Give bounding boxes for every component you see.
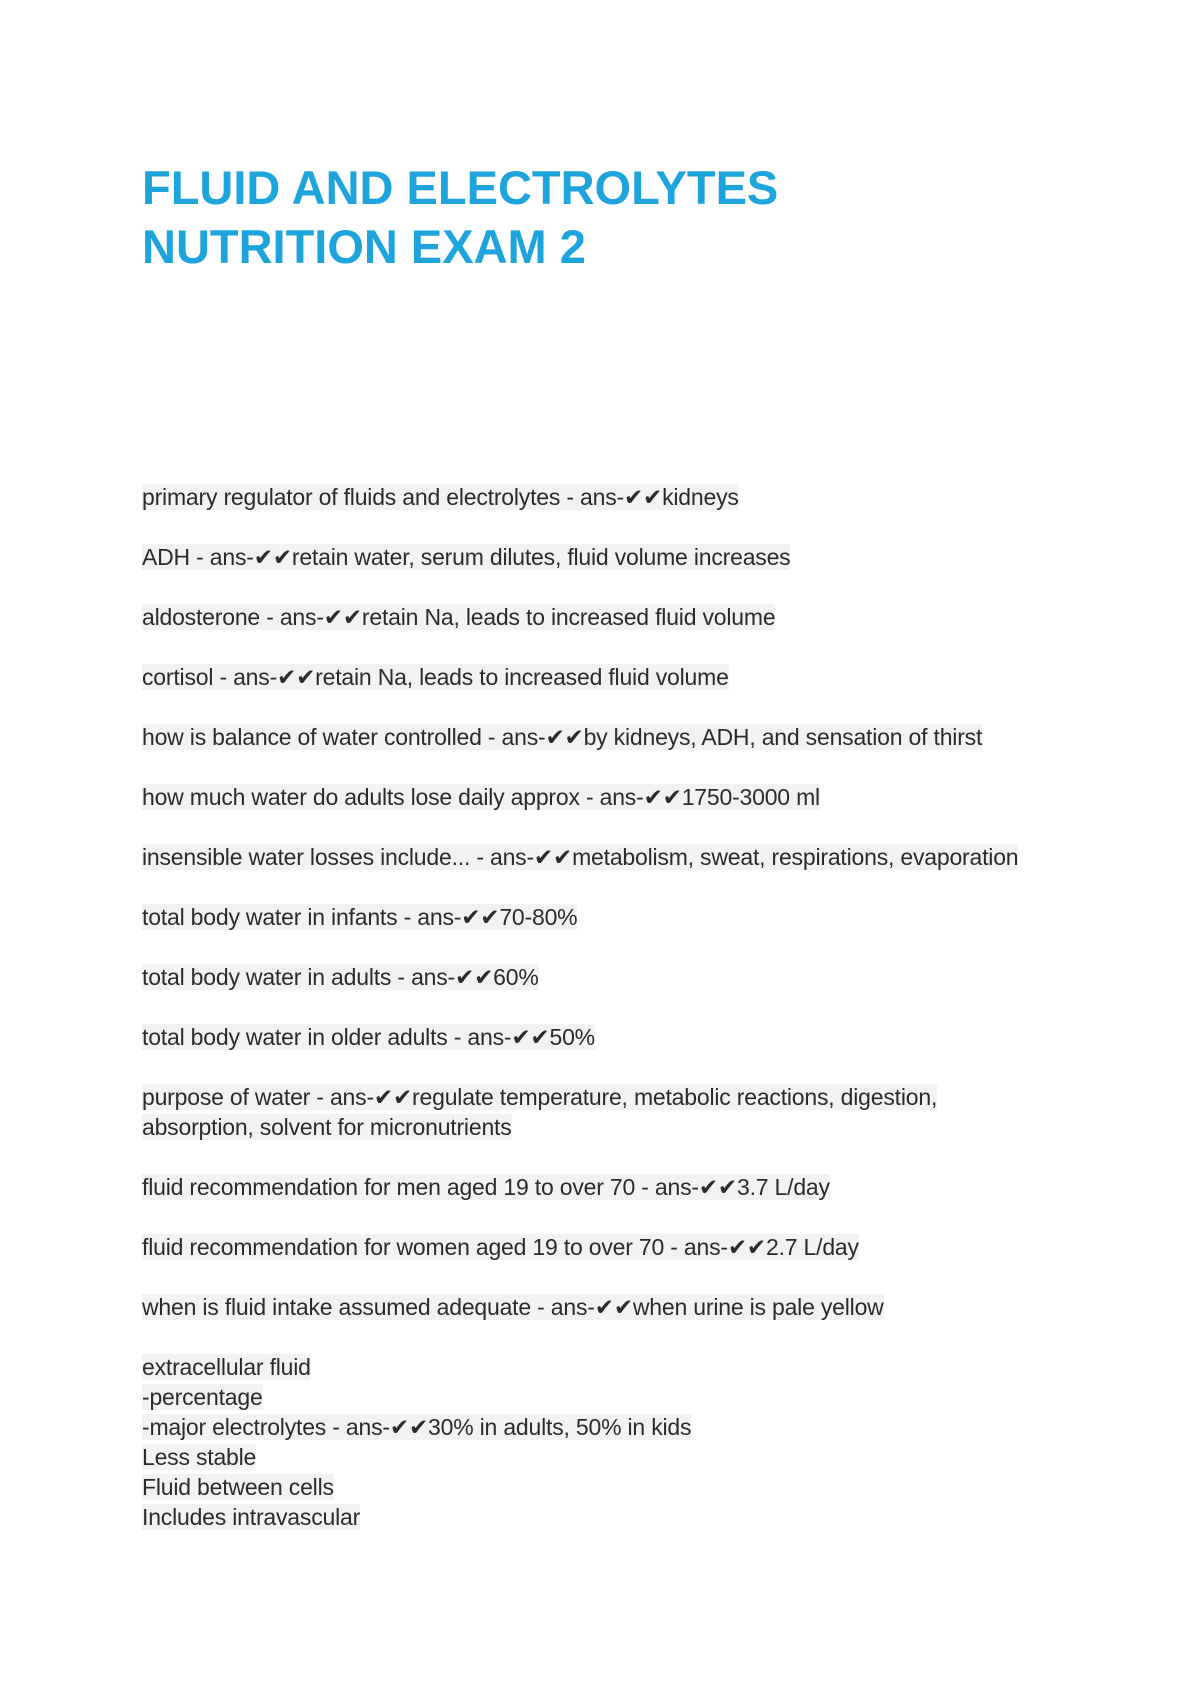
- flashcard-text: Less stable: [142, 1444, 257, 1470]
- flashcard-item: [142, 482, 1102, 512]
- flashcard-item: [142, 1172, 1102, 1202]
- flashcard-line: [142, 542, 1102, 572]
- flashcard-item: [142, 662, 1102, 692]
- flashcard-text: -percentage: [142, 1384, 263, 1410]
- flashcard-item: [142, 1352, 1102, 1532]
- flashcard-line: [142, 962, 1102, 992]
- flashcard-item: [142, 1292, 1102, 1322]
- flashcard-line: [142, 1472, 1102, 1502]
- flashcard-line: [142, 722, 1102, 752]
- flashcard-text: insensible water losses include... - ans-✔✔metabolism, sweat, respirations, evaporation: [142, 844, 1019, 870]
- flashcard-item: [142, 1022, 1102, 1052]
- flashcard-line: [142, 662, 1102, 692]
- document-title-line: FLUID AND ELECTROLYTES: [142, 161, 779, 214]
- flashcard-text: -major electrolytes - ans-✔✔30% in adults, 50% in kids: [142, 1414, 692, 1440]
- flashcard-line: [142, 1382, 1102, 1412]
- flashcard-text: Includes intravascular: [142, 1504, 361, 1530]
- flashcard-text: extracellular fluid: [142, 1354, 311, 1380]
- flashcard-line: [142, 1172, 1102, 1202]
- flashcard-item: [142, 722, 1102, 752]
- flashcard-line: [142, 1112, 1102, 1142]
- flashcard-item: [142, 902, 1102, 932]
- flashcard-item: [142, 542, 1102, 572]
- flashcard-text: total body water in adults - ans-✔✔60%: [142, 964, 539, 990]
- flashcard-line: [142, 482, 1102, 512]
- flashcard-text: total body water in older adults - ans-✔✔50%: [142, 1024, 595, 1050]
- flashcard-line: [142, 1352, 1102, 1382]
- flashcard-text: Fluid between cells: [142, 1474, 334, 1500]
- flashcard-text: purpose of water - ans-✔✔regulate temperature, metabolic reactions, digestion,: [142, 1084, 938, 1110]
- document-title: [142, 158, 1042, 276]
- flashcard-line: [142, 842, 1102, 872]
- flashcard-text: when is fluid intake assumed adequate - ans-✔✔when urine is pale yellow: [142, 1294, 884, 1320]
- flashcard-text: cortisol - ans-✔✔retain Na, leads to increased fluid volume: [142, 664, 729, 690]
- flashcard-text: ADH - ans-✔✔retain water, serum dilutes, fluid volume increases: [142, 544, 791, 570]
- flashcard-list: [142, 482, 1102, 1562]
- flashcard-text: aldosterone - ans-✔✔retain Na, leads to increased fluid volume: [142, 604, 776, 630]
- flashcard-line: [142, 782, 1102, 812]
- flashcard-text: fluid recommendation for women aged 19 to over 70 - ans-✔✔2.7 L/day: [142, 1234, 859, 1260]
- flashcard-item: [142, 1082, 1102, 1142]
- flashcard-line: [142, 1232, 1102, 1262]
- flashcard-item: [142, 782, 1102, 812]
- flashcard-line: [142, 1022, 1102, 1052]
- flashcard-item: [142, 1232, 1102, 1262]
- flashcard-line: [142, 1412, 1102, 1442]
- flashcard-item: [142, 962, 1102, 992]
- flashcard-item: [142, 602, 1102, 632]
- flashcard-line: [142, 1292, 1102, 1322]
- flashcard-text: primary regulator of fluids and electrolytes - ans-✔✔kidneys: [142, 484, 739, 510]
- flashcard-text: fluid recommendation for men aged 19 to over 70 - ans-✔✔3.7 L/day: [142, 1174, 830, 1200]
- flashcard-line: [142, 1082, 1102, 1112]
- flashcard-text: how much water do adults lose daily approx - ans-✔✔1750-3000 ml: [142, 784, 820, 810]
- flashcard-line: [142, 902, 1102, 932]
- flashcard-text: total body water in infants - ans-✔✔70-80%: [142, 904, 578, 930]
- flashcard-line: [142, 1502, 1102, 1532]
- flashcard-line: [142, 1442, 1102, 1472]
- document-title-line: NUTRITION EXAM 2: [142, 220, 586, 273]
- flashcard-line: [142, 602, 1102, 632]
- flashcard-item: [142, 842, 1102, 872]
- flashcard-text: absorption, solvent for micronutrients: [142, 1114, 512, 1140]
- flashcard-text: how is balance of water controlled - ans-✔✔by kidneys, ADH, and sensation of thirst: [142, 724, 983, 750]
